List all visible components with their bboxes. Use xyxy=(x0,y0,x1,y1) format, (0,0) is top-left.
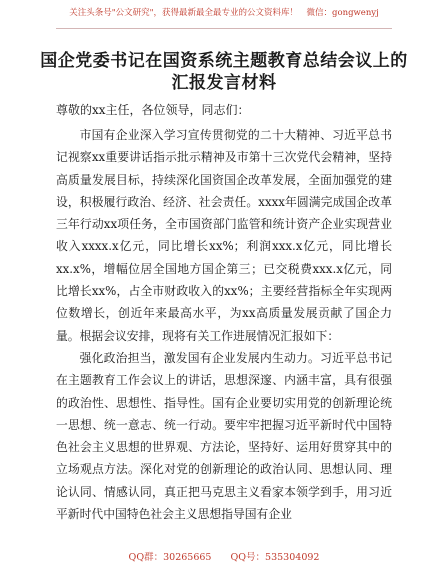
salutation: 尊敬的xx主任，各位领导，同志们： xyxy=(56,103,250,117)
header-notice: 关注头条号"公文研究"，获得最新最全最专业的公文资料库！ 微信：gongwenyj xyxy=(69,8,379,18)
footer-contact: QQ群：30265665 QQ号：535304092 xyxy=(128,552,320,563)
document-title: 国企党委书记在国资系统主题教育总结会议上的汇报发言材料 xyxy=(40,51,408,93)
header-divider xyxy=(56,28,392,29)
paragraph: 市国有企业深入学习宣传贯彻党的二十大精神、习近平总书记视察xx重要讲话指示批示精神及市第十三次党代会精神，坚持高质量发展目标，持续深化国资国企改革发展，全面加强党的建设，积极履行政治、经济、社会责任。xxxx年圆满完成国企改革三年行动xx项任务，全市国资部门监管和统计资产企业实现营业收入xxxx.x亿元，同比增长xx%；利润xxx.x亿元，同比增长xx.x%，增幅位居全国地方国企第三；已交税费xxx.x亿元，同比增长xx%，占全市财政收入的xx%；主要经营指标全年实现两位数增长，创近年来最高水平，为xx高质量发展贡献了国企力量。根据会议安排，现将有关工作进展情况汇报如下： xyxy=(56,128,392,343)
paragraph: 强化政治担当，激发国有企业发展内生动力。习近平总书记在主题教育工作会议上的讲话，思想深邃、内涵丰富，具有很强的政治性、思想性、指导性。国有企业要切实用党的创新理论统一思想、统一意志、统一行动。要牢牢把握习近平新时代中国特色社会主义思想的世界观、方法论，坚持好、运用好贯穿其中的立场观点方法。深化对党的创新理论的政治认同、思想认同、理论认同、情感认同，真正把马克思主义看家本领学到手，用习近平新时代中国特色社会主义思想指导国有企业 xyxy=(56,350,392,522)
document-body xyxy=(56,124,392,525)
